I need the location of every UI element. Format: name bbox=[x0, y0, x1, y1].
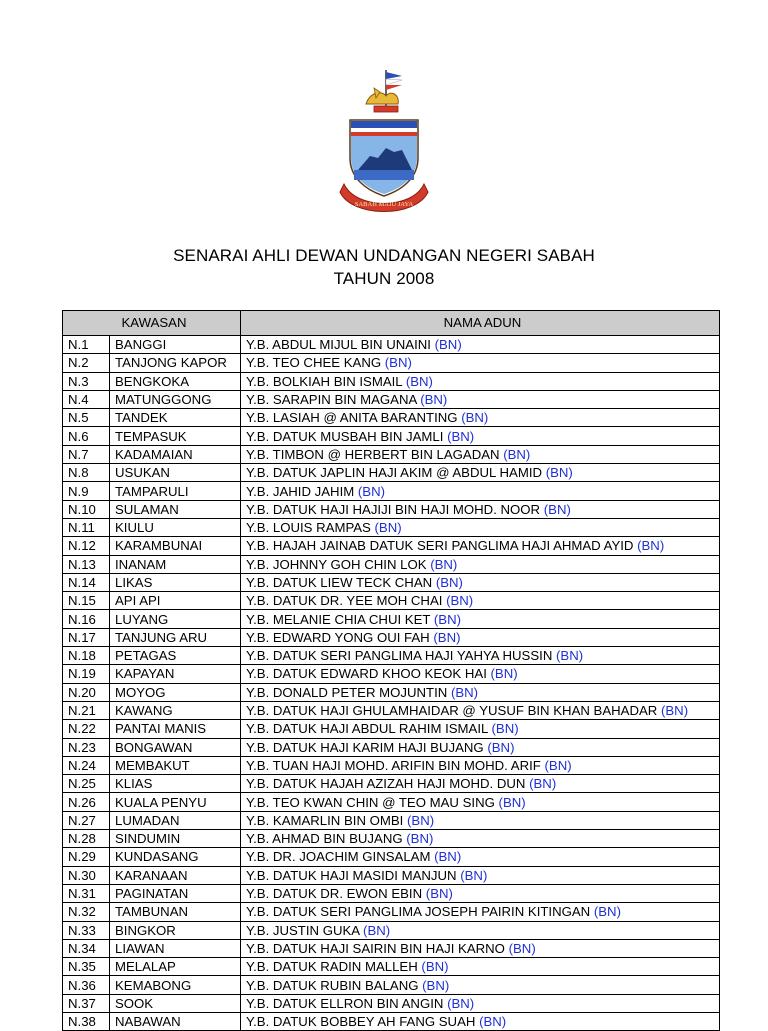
row-number: N.6 bbox=[63, 427, 110, 445]
adun-name: Y.B. KAMARLIN BIN OMBI bbox=[246, 812, 404, 828]
party-label: (BN) bbox=[498, 794, 526, 810]
party-label: (BN) bbox=[384, 355, 412, 371]
party-label: (BN) bbox=[363, 922, 391, 938]
table-row bbox=[63, 537, 720, 555]
row-number: N.36 bbox=[63, 976, 110, 994]
row-number: N.24 bbox=[63, 756, 110, 774]
row-kawasan: MATUNGGONG bbox=[110, 390, 241, 408]
adun-name: Y.B. DATUK HAJI KARIM HAJI BUJANG bbox=[246, 739, 484, 755]
row-nama-adun bbox=[241, 610, 720, 628]
adun-name: Y.B. TIMBON @ HERBERT BIN LAGADAN bbox=[246, 446, 500, 462]
row-kawasan: SOOK bbox=[110, 994, 241, 1012]
table-body bbox=[63, 336, 720, 1031]
row-nama-adun bbox=[241, 756, 720, 774]
row-nama-adun bbox=[241, 445, 720, 463]
party-label: (BN) bbox=[461, 410, 489, 426]
party-label: (BN) bbox=[420, 392, 448, 408]
party-label: (BN) bbox=[447, 428, 475, 444]
row-kawasan: KADAMAIAN bbox=[110, 445, 241, 463]
row-nama-adun bbox=[241, 976, 720, 994]
row-nama-adun bbox=[241, 555, 720, 573]
row-kawasan: TEMPASUK bbox=[110, 427, 241, 445]
row-number: N.21 bbox=[63, 701, 110, 719]
row-kawasan: TAMPARULI bbox=[110, 482, 241, 500]
row-nama-adun bbox=[241, 628, 720, 646]
row-kawasan: BINGKOR bbox=[110, 921, 241, 939]
row-kawasan: SINDUMIN bbox=[110, 830, 241, 848]
row-number: N.8 bbox=[63, 464, 110, 482]
party-label: (BN) bbox=[430, 556, 458, 572]
row-kawasan: BONGAWAN bbox=[110, 738, 241, 756]
crest-motto: SABAH MAJU JAYA bbox=[354, 201, 414, 208]
party-label: (BN) bbox=[508, 940, 536, 956]
row-number: N.10 bbox=[63, 500, 110, 518]
table-row bbox=[63, 939, 720, 957]
row-number: N.19 bbox=[63, 665, 110, 683]
table-row bbox=[63, 701, 720, 719]
party-label: (BN) bbox=[593, 904, 621, 920]
table-row bbox=[63, 500, 720, 518]
document-year: TAHUN 2008 bbox=[333, 269, 435, 288]
row-nama-adun bbox=[241, 390, 720, 408]
row-nama-adun bbox=[241, 958, 720, 976]
adun-name: Y.B. DATUK DR. EWON EBIN bbox=[246, 886, 423, 902]
party-label: (BN) bbox=[425, 886, 453, 902]
party-label: (BN) bbox=[460, 867, 488, 883]
row-number: N.1 bbox=[63, 336, 110, 354]
adun-name: Y.B. JUSTIN GUKA bbox=[246, 922, 360, 938]
adun-name: Y.B. DATUK RADIN MALLEH bbox=[246, 959, 418, 975]
sabah-coat-of-arms-logo bbox=[336, 66, 432, 222]
party-label: (BN) bbox=[543, 501, 571, 517]
row-number: N.17 bbox=[63, 628, 110, 646]
table-row bbox=[63, 683, 720, 701]
adun-name: Y.B. TEO KWAN CHIN @ TEO MAU SING bbox=[246, 794, 495, 810]
header-nama-adun: NAMA ADUN bbox=[241, 311, 720, 336]
party-label: (BN) bbox=[421, 959, 449, 975]
party-label: (BN) bbox=[357, 483, 386, 499]
adun-name: Y.B. DATUK HAJI GHULAMHAIDAR @ YUSUF BIN KHAN BAHADAR bbox=[246, 703, 658, 719]
party-label: (BN) bbox=[487, 739, 515, 755]
row-kawasan: MELALAP bbox=[110, 958, 241, 976]
row-nama-adun bbox=[241, 683, 720, 701]
adun-name: Y.B. DATUK JAPLIN HAJI AKIM @ ABDUL HAMID bbox=[246, 465, 543, 481]
table-row bbox=[63, 628, 720, 646]
table-row bbox=[63, 775, 720, 793]
row-number: N.26 bbox=[63, 793, 110, 811]
row-kawasan: MEMBAKUT bbox=[110, 756, 241, 774]
table-row bbox=[63, 445, 720, 463]
party-label: (BN) bbox=[434, 337, 462, 353]
adun-name: Y.B. ABDUL MIJUL BIN UNAINI bbox=[246, 337, 431, 353]
row-nama-adun bbox=[241, 921, 720, 939]
adun-name: Y.B. DATUK HAJI MASIDI MANJUN bbox=[246, 867, 457, 883]
party-label: (BN) bbox=[435, 575, 463, 590]
row-number: N.2 bbox=[63, 354, 110, 372]
row-number: N.12 bbox=[63, 537, 110, 555]
row-kawasan: KUALA PENYU bbox=[110, 793, 241, 811]
row-kawasan: TAMBUNAN bbox=[110, 903, 241, 921]
row-nama-adun bbox=[241, 1012, 720, 1030]
row-number: N.33 bbox=[63, 921, 110, 939]
row-number: N.30 bbox=[63, 866, 110, 884]
row-nama-adun bbox=[241, 354, 720, 372]
table-row bbox=[63, 336, 720, 354]
table-row bbox=[63, 592, 720, 610]
row-number: N.22 bbox=[63, 720, 110, 738]
row-kawasan: LUYANG bbox=[110, 610, 241, 628]
party-label: (BN) bbox=[433, 629, 461, 645]
adun-name: Y.B. DATUK HAJI ABDUL RAHIM ISMAIL bbox=[246, 721, 488, 737]
table-row bbox=[63, 610, 720, 628]
row-kawasan: BANGGI bbox=[110, 336, 241, 354]
table-row bbox=[63, 884, 720, 902]
table-row bbox=[63, 866, 720, 884]
row-number: N.29 bbox=[63, 848, 110, 866]
table-row bbox=[63, 811, 720, 829]
party-label: (BN) bbox=[407, 812, 435, 828]
row-kawasan: PANTAI MANIS bbox=[110, 720, 241, 738]
row-nama-adun bbox=[241, 884, 720, 902]
row-nama-adun bbox=[241, 866, 720, 884]
row-kawasan: TANDEK bbox=[110, 409, 241, 427]
party-label: (BN) bbox=[491, 721, 519, 737]
row-number: N.13 bbox=[63, 555, 110, 573]
row-kawasan: KARAMBUNAI bbox=[110, 537, 241, 555]
row-nama-adun bbox=[241, 409, 720, 427]
row-kawasan: MOYOG bbox=[110, 683, 241, 701]
row-nama-adun bbox=[241, 793, 720, 811]
party-label: (BN) bbox=[450, 684, 479, 700]
row-kawasan: KEMABONG bbox=[110, 976, 241, 994]
table-row bbox=[63, 921, 720, 939]
adun-name: Y.B. DATUK EDWARD KHOO KEOK HAI bbox=[246, 666, 487, 682]
adun-name: Y.B. DATUK SERI PANGLIMA HAJI YAHYA HUSSIN bbox=[246, 648, 553, 664]
row-nama-adun bbox=[241, 994, 720, 1012]
header-kawasan: KAWASAN bbox=[63, 311, 241, 336]
row-nama-adun bbox=[241, 518, 720, 536]
table-row bbox=[63, 756, 720, 774]
adun-name: Y.B. HAJAH JAINAB DATUK SERI PANGLIMA HAJI AHMAD AYID bbox=[246, 538, 634, 554]
adun-name: Y.B. DONALD PETER MOJUNTIN bbox=[246, 684, 448, 700]
row-kawasan: LIAWAN bbox=[110, 939, 241, 957]
adun-name: Y.B. MELANIE CHIA CHUI KET bbox=[246, 611, 431, 627]
adun-name: Y.B. DATUK HAJI HAJIJI BIN HAJI MOHD. NOOR bbox=[246, 501, 541, 517]
row-number: N.27 bbox=[63, 811, 110, 829]
adun-name: Y.B. DATUK DR. YEE MOH CHAI bbox=[246, 593, 443, 609]
party-label: (BN) bbox=[529, 776, 557, 792]
row-number: N.15 bbox=[63, 592, 110, 610]
row-nama-adun bbox=[241, 427, 720, 445]
row-nama-adun bbox=[241, 592, 720, 610]
row-kawasan: KUNDASANG bbox=[110, 848, 241, 866]
row-kawasan: SULAMAN bbox=[110, 500, 241, 518]
row-number: N.4 bbox=[63, 390, 110, 408]
adun-table bbox=[62, 310, 720, 1031]
table-row bbox=[63, 848, 720, 866]
row-number: N.35 bbox=[63, 958, 110, 976]
table-row bbox=[63, 647, 720, 665]
adun-name: Y.B. DATUK RUBIN BALANG bbox=[246, 977, 419, 993]
row-number: N.34 bbox=[63, 939, 110, 957]
row-number: N.37 bbox=[63, 994, 110, 1012]
row-nama-adun bbox=[241, 811, 720, 829]
row-number: N.9 bbox=[63, 482, 110, 500]
adun-name: Y.B. DATUK MUSBAH BIN JAMLI bbox=[246, 428, 444, 444]
row-kawasan: USUKAN bbox=[110, 464, 241, 482]
party-label: (BN) bbox=[405, 373, 433, 389]
party-label: (BN) bbox=[447, 995, 475, 1011]
party-label: (BN) bbox=[479, 1014, 507, 1030]
adun-name: Y.B. DATUK LIEW TECK CHAN bbox=[246, 575, 433, 590]
table-row bbox=[63, 958, 720, 976]
row-nama-adun bbox=[241, 500, 720, 518]
row-kawasan: TANJUNG ARU bbox=[110, 628, 241, 646]
row-nama-adun bbox=[241, 482, 720, 500]
row-nama-adun bbox=[241, 372, 720, 390]
adun-name: Y.B. LOUIS RAMPAS bbox=[246, 520, 371, 536]
party-label: (BN) bbox=[556, 648, 584, 664]
table-row bbox=[63, 482, 720, 500]
row-kawasan: NABAWAN bbox=[110, 1012, 241, 1030]
row-nama-adun bbox=[241, 647, 720, 665]
row-kawasan: API API bbox=[110, 592, 241, 610]
adun-name: Y.B. DATUK ELLRON BIN ANGIN bbox=[246, 995, 444, 1011]
row-nama-adun bbox=[241, 537, 720, 555]
adun-name: Y.B. JOHNNY GOH CHIN LOK bbox=[246, 556, 427, 572]
adun-name: Y.B. TEO CHEE KANG bbox=[246, 355, 382, 371]
row-kawasan: KAWANG bbox=[110, 701, 241, 719]
row-number: N.7 bbox=[63, 445, 110, 463]
adun-name: Y.B. SARAPIN BIN MAGANA bbox=[246, 392, 417, 408]
row-number: N.32 bbox=[63, 903, 110, 921]
row-number: N.38 bbox=[63, 1012, 110, 1030]
row-nama-adun bbox=[241, 738, 720, 756]
adun-name: Y.B. DR. JOACHIM GINSALAM bbox=[246, 849, 431, 865]
row-kawasan: KAPAYAN bbox=[110, 665, 241, 683]
adun-name: Y.B. JAHID JAHIM bbox=[246, 483, 355, 499]
adun-name: Y.B. TUAN HAJI MOHD. ARIFIN BIN MOHD. ARIF bbox=[246, 757, 541, 773]
table-row bbox=[63, 1012, 720, 1030]
party-label: (BN) bbox=[446, 593, 474, 609]
row-number: N.28 bbox=[63, 830, 110, 848]
party-label: (BN) bbox=[433, 611, 461, 627]
table-row bbox=[63, 976, 720, 994]
party-label: (BN) bbox=[544, 757, 572, 773]
adun-name: Y.B. LASIAH @ ANITA BARANTING bbox=[246, 410, 458, 426]
adun-name: Y.B. AHMAD BIN BUJANG bbox=[246, 831, 403, 847]
table-row bbox=[63, 518, 720, 536]
adun-name: Y.B. DATUK SERI PANGLIMA JOSEPH PAIRIN KITINGAN bbox=[246, 904, 591, 920]
table-header-row bbox=[63, 311, 720, 336]
row-nama-adun bbox=[241, 830, 720, 848]
row-nama-adun bbox=[241, 701, 720, 719]
table-row bbox=[63, 720, 720, 738]
row-kawasan: INANAM bbox=[110, 555, 241, 573]
row-kawasan: KIULU bbox=[110, 518, 241, 536]
table-row bbox=[63, 665, 720, 683]
row-number: N.25 bbox=[63, 775, 110, 793]
row-kawasan: KLIAS bbox=[110, 775, 241, 793]
party-label: (BN) bbox=[637, 538, 665, 554]
table-row bbox=[63, 793, 720, 811]
table-row bbox=[63, 372, 720, 390]
row-nama-adun bbox=[241, 848, 720, 866]
row-number: N.11 bbox=[63, 518, 110, 536]
party-label: (BN) bbox=[434, 849, 462, 865]
row-kawasan: LIKAS bbox=[110, 573, 241, 591]
table-row bbox=[63, 409, 720, 427]
table-row bbox=[63, 354, 720, 372]
row-nama-adun bbox=[241, 903, 720, 921]
adun-name: Y.B. DATUK HAJAH AZIZAH HAJI MOHD. DUN bbox=[246, 776, 526, 792]
party-label: (BN) bbox=[660, 703, 689, 719]
row-kawasan: BENGKOKA bbox=[110, 372, 241, 390]
row-nama-adun bbox=[241, 775, 720, 793]
table-row bbox=[63, 555, 720, 573]
table-row bbox=[63, 994, 720, 1012]
adun-name: Y.B. BOLKIAH BIN ISMAIL bbox=[246, 373, 403, 389]
party-label: (BN) bbox=[545, 465, 573, 481]
party-label: (BN) bbox=[422, 977, 450, 993]
row-nama-adun bbox=[241, 665, 720, 683]
row-nama-adun bbox=[241, 939, 720, 957]
row-kawasan: LUMADAN bbox=[110, 811, 241, 829]
row-number: N.14 bbox=[63, 573, 110, 591]
party-label: (BN) bbox=[503, 446, 531, 462]
table-row bbox=[63, 738, 720, 756]
row-number: N.16 bbox=[63, 610, 110, 628]
row-nama-adun bbox=[241, 336, 720, 354]
party-label: (BN) bbox=[406, 831, 434, 847]
row-nama-adun bbox=[241, 573, 720, 591]
table-row bbox=[63, 830, 720, 848]
table-row bbox=[63, 464, 720, 482]
row-number: N.20 bbox=[63, 683, 110, 701]
row-kawasan: TANJONG KAPOR bbox=[110, 354, 241, 372]
row-kawasan: PAGINATAN bbox=[110, 884, 241, 902]
row-nama-adun bbox=[241, 464, 720, 482]
row-number: N.18 bbox=[63, 647, 110, 665]
adun-name: Y.B. DATUK BOBBEY AH FANG SUAH bbox=[246, 1014, 476, 1030]
table-row bbox=[63, 573, 720, 591]
row-nama-adun bbox=[241, 720, 720, 738]
row-kawasan: PETAGAS bbox=[110, 647, 241, 665]
row-number: N.23 bbox=[63, 738, 110, 756]
adun-name: Y.B. EDWARD YONG OUI FAH bbox=[246, 629, 430, 645]
row-number: N.31 bbox=[63, 884, 110, 902]
table-row bbox=[63, 390, 720, 408]
table-row bbox=[63, 903, 720, 921]
party-label: (BN) bbox=[374, 520, 402, 536]
party-label: (BN) bbox=[490, 666, 518, 682]
document-title: SENARAI AHLI DEWAN UNDANGAN NEGERI SABAH bbox=[173, 246, 595, 265]
row-number: N.5 bbox=[63, 409, 110, 427]
row-kawasan: KARANAAN bbox=[110, 866, 241, 884]
row-number: N.3 bbox=[63, 372, 110, 390]
adun-name: Y.B. DATUK HAJI SAIRIN BIN HAJI KARNO bbox=[246, 940, 505, 956]
table-row bbox=[63, 427, 720, 445]
